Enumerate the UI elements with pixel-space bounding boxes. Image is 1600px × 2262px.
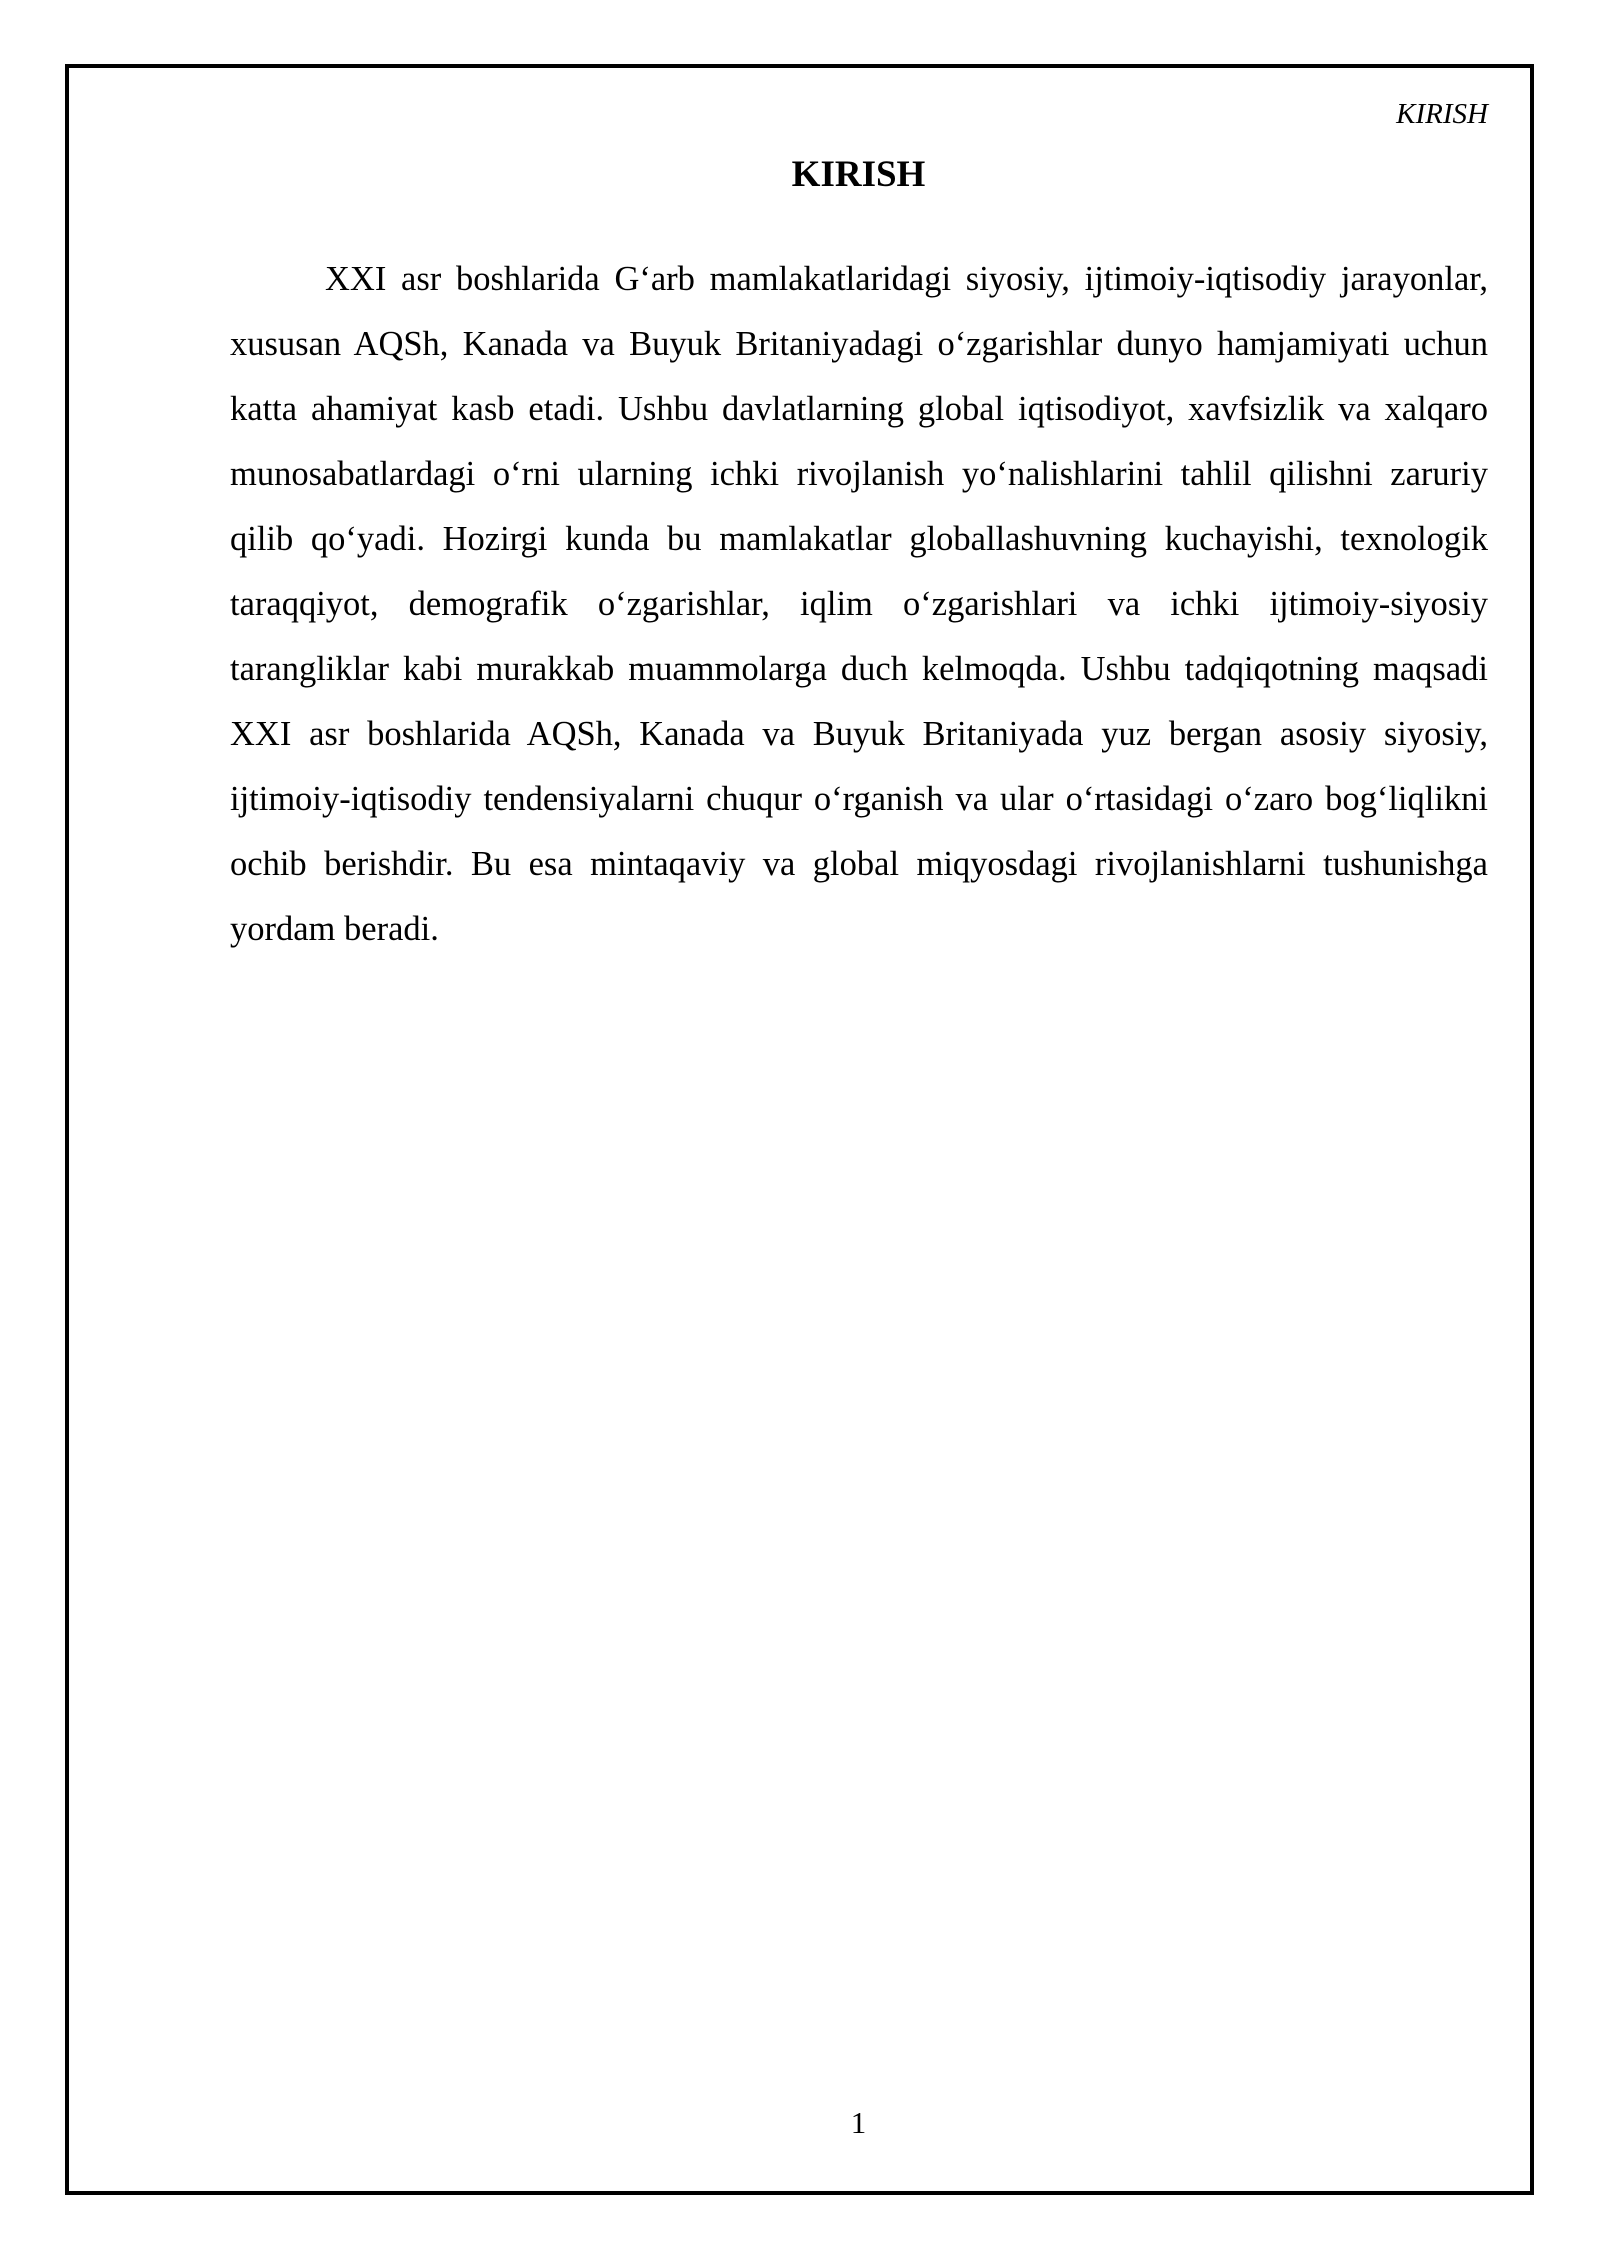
body-paragraph: XXI asr boshlarida G‘arb mamlakatlaridagi siyosiy, ijtimoiy-iqtisodiy jarayonlar, xususan AQSh, Kanada va Buyuk Britaniyadagi o‘zgarishlar dunyo hamjamiyati uchun katta ahamiyat kasb etadi. Ushbu davlatlarning global iqtisodiyot, xavfsizlik va xalqaro munosabatlardagi o‘rni ularning ichki rivojlanish yo‘nalishlarini tahlil qilishni zaruriy qilib qo‘yadi. Hozirgi kunda bu mamlakatlar globallashuvning kuchayishi, texnologik taraqqiyot, demografik o‘zgarishlar, iqlim o‘zgarishlari va ichki ijtimoiy-siyosiy tarangliklar kabi murakkab muammolarga duch kelmoqda. Ushbu tadqiqotning maqsadi XXI asr boshlarida AQSh, Kanada va Buyuk Britaniyada yuz bergan asosiy siyosiy, ijtimoiy-iqtisodiy tendensiyalarni chuqur o‘rganish va ular o‘rtasidagi o‘zaro bog‘liqlikni ochib berishdir. Bu esa mintaqaviy va global miqyosdagi rivojlanishlarni tushunishga yordam beradi.	[230, 260, 1488, 948]
page-number: 1	[850, 2105, 867, 2140]
running-header: KIRISH	[1396, 98, 1488, 130]
document-title: KIRISH	[791, 154, 926, 195]
